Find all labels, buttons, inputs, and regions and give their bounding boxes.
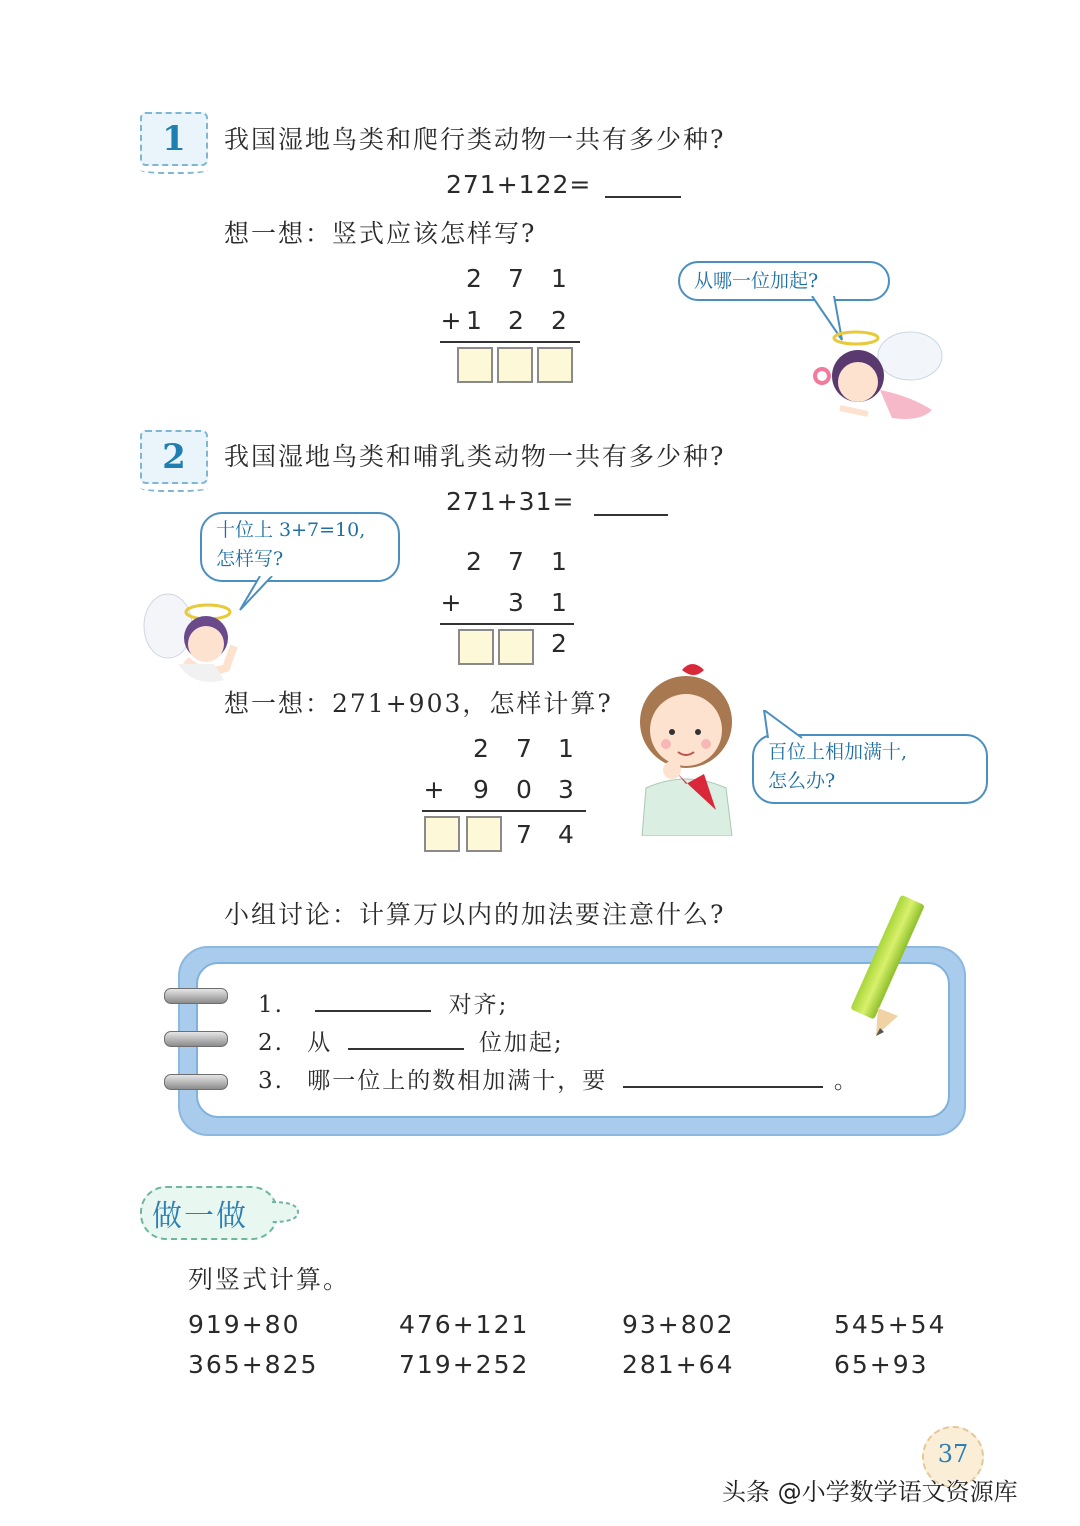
p2-bottom-tens: 3 bbox=[508, 588, 524, 617]
p1-bottom-ones: 2 bbox=[551, 306, 567, 335]
p2-top-tens: 7 bbox=[508, 547, 524, 576]
item-1-text-after: 对齐; bbox=[448, 992, 509, 1018]
p3-top-hundreds: 2 bbox=[473, 734, 489, 763]
p1-top-ones: 1 bbox=[551, 264, 567, 293]
girl-thinking-illustration bbox=[620, 660, 750, 836]
problem-2-answer-blank bbox=[594, 514, 668, 516]
p3-bubble-line-2: 怎么办? bbox=[768, 770, 836, 792]
p1-answer-box-tens[interactable] bbox=[497, 347, 533, 383]
p2-bubble-line-2: 怎样写? bbox=[216, 548, 284, 570]
p2-bubble-line-1: 十位上 3+7=10, bbox=[216, 519, 366, 541]
problem-1-think: 想一想：竖式应该怎样写? bbox=[224, 219, 537, 248]
p1-bottom-hundreds: 1 bbox=[466, 306, 482, 335]
item-1-number: 1. bbox=[258, 992, 284, 1018]
item-2-text-before: 从 bbox=[307, 1030, 333, 1056]
p2-bottom-ones: 1 bbox=[551, 588, 567, 617]
p3-bubble-tail bbox=[762, 710, 808, 740]
p3-answer-box-hundreds[interactable] bbox=[466, 816, 502, 852]
page-number: 37 bbox=[937, 1440, 969, 1468]
p2-answer-box-tens[interactable] bbox=[498, 629, 534, 665]
item-3-blank[interactable] bbox=[623, 1086, 823, 1088]
p1-answer-box-ones[interactable] bbox=[537, 347, 573, 383]
practice-title-tail bbox=[272, 1200, 302, 1224]
p2-top-ones: 1 bbox=[551, 547, 567, 576]
exercise-8: 65+93 bbox=[834, 1350, 929, 1379]
problem-1-question: 我国湿地鸟类和爬行类动物一共有多少种? bbox=[224, 125, 726, 154]
p3-bottom-tens: 0 bbox=[516, 775, 532, 804]
p3-plus-sign: + bbox=[423, 775, 445, 804]
item-2-blank[interactable] bbox=[348, 1048, 464, 1050]
angel-boy-illustration bbox=[134, 584, 252, 694]
p1-sum-rule bbox=[440, 341, 580, 343]
p2-answer-box-hundreds[interactable] bbox=[458, 629, 494, 665]
item-3-text-before: 哪一位上的数相加满十，要 bbox=[307, 1068, 608, 1094]
p3-result-tens: 7 bbox=[516, 820, 532, 849]
problem-2-number: 2 bbox=[162, 437, 186, 477]
exercise-6: 719+252 bbox=[399, 1350, 530, 1379]
exercise-4: 545+54 bbox=[834, 1310, 947, 1339]
binder-ring-1 bbox=[164, 988, 228, 1004]
exercise-7: 281+64 bbox=[622, 1350, 735, 1379]
p1-bottom-tens: 2 bbox=[508, 306, 524, 335]
p3-answer-box-thousands[interactable] bbox=[424, 816, 460, 852]
problem-2-equation: 271+31= bbox=[446, 487, 575, 516]
binder-ring-3 bbox=[164, 1074, 228, 1090]
practice-instruction: 列竖式计算。 bbox=[188, 1265, 351, 1294]
practice-title: 做一做 bbox=[152, 1199, 248, 1234]
item-2-text-after: 位加起; bbox=[478, 1030, 564, 1056]
item-2-number: 2. bbox=[258, 1030, 284, 1056]
p2-result-ones: 2 bbox=[551, 629, 567, 658]
exercise-2: 476+121 bbox=[399, 1310, 530, 1339]
problem-2-badge bbox=[140, 430, 208, 484]
problem-2-question: 我国湿地鸟类和哺乳类动物一共有多少种? bbox=[224, 442, 726, 471]
p3-speech-bubble bbox=[752, 734, 988, 804]
problem-1-badge bbox=[140, 112, 208, 166]
p2-speech-bubble bbox=[200, 512, 400, 582]
watermark: 头条 @小学数学语文资源库 bbox=[722, 1478, 1018, 1506]
exercise-5: 365+825 bbox=[188, 1350, 319, 1379]
problem-1-answer-blank bbox=[605, 196, 681, 198]
discussion-prompt: 小组讨论：计算万以内的加法要注意什么? bbox=[224, 900, 726, 929]
p1-plus-sign: + bbox=[440, 306, 462, 335]
p3-bottom-hundreds: 9 bbox=[473, 775, 489, 804]
binder-ring-2 bbox=[164, 1031, 228, 1047]
p1-top-hundreds: 2 bbox=[466, 264, 482, 293]
p2-plus-sign: + bbox=[440, 588, 462, 617]
p3-top-ones: 1 bbox=[558, 734, 574, 763]
problem-1-number: 1 bbox=[162, 119, 186, 159]
p3-sum-rule bbox=[422, 810, 586, 812]
exercise-3: 93+802 bbox=[622, 1310, 735, 1339]
p2-top-hundreds: 2 bbox=[466, 547, 482, 576]
exercise-1: 919+80 bbox=[188, 1310, 301, 1339]
problem-2-think: 想一想：271+903，怎样计算? bbox=[224, 689, 613, 718]
p3-result-ones: 4 bbox=[558, 820, 574, 849]
p1-bubble-text: 从哪一位加起? bbox=[694, 270, 819, 292]
angel-girl-illustration bbox=[800, 318, 950, 434]
p3-bottom-ones: 3 bbox=[558, 775, 574, 804]
problem-1-equation: 271+122= bbox=[446, 170, 592, 199]
item-3-text-after: 。 bbox=[833, 1068, 859, 1094]
p3-top-tens: 7 bbox=[516, 734, 532, 763]
discussion-item-1 bbox=[258, 986, 508, 1019]
p1-speech-bubble bbox=[678, 261, 890, 301]
pencil-tip bbox=[870, 1008, 900, 1038]
discussion-item-3 bbox=[258, 1062, 859, 1095]
item-3-number: 3. bbox=[258, 1068, 284, 1094]
p3-bubble-line-1: 百位上相加满十, bbox=[768, 741, 908, 763]
p1-top-tens: 7 bbox=[508, 264, 524, 293]
p1-answer-box-hundreds[interactable] bbox=[457, 347, 493, 383]
discussion-item-2 bbox=[258, 1024, 564, 1057]
p2-sum-rule bbox=[440, 623, 574, 625]
item-1-blank[interactable] bbox=[315, 1010, 431, 1012]
